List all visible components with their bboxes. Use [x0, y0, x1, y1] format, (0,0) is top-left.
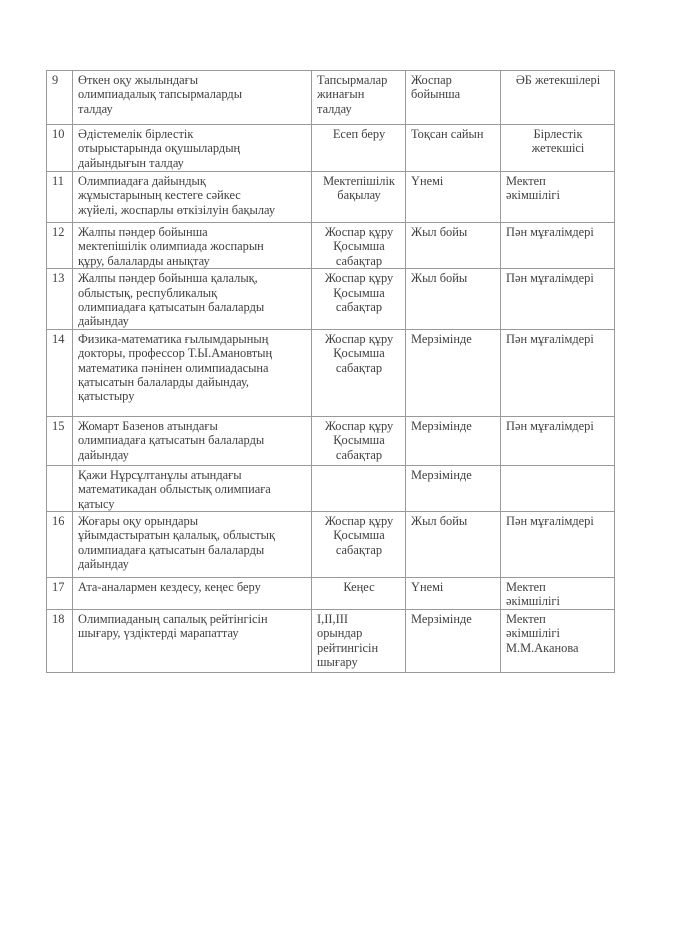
responsible-cell	[501, 465, 615, 511]
table-row	[47, 416, 615, 465]
time-cell: Жыл бойы	[406, 223, 501, 269]
table-row	[47, 465, 615, 511]
task-cell: Олимпиаданың сапалық рейтінгісін шығару, үздіктерді марапаттау	[73, 609, 312, 672]
responsible-cell: Мектеп әкімшілігі	[501, 578, 615, 610]
row-number: 11	[47, 172, 73, 223]
table-row	[47, 269, 615, 330]
table-row	[47, 172, 615, 223]
task-cell: Әдістемелік бірлестік отырыстарында оқушылардың дайындығын талдау	[73, 125, 312, 172]
task-cell: Өткен оқу жылындағы олимпиадалық тапсырмаларды талдау	[73, 71, 312, 125]
table-row	[47, 71, 615, 125]
row-number	[47, 465, 73, 511]
row-number: 13	[47, 269, 73, 330]
table-row	[47, 609, 615, 672]
time-cell: Үнемі	[406, 578, 501, 610]
task-cell: Жалпы пәндер бойынша қалалық, облыстық, республикалық олимпиадаға қатысатын балаларды дайындау	[73, 269, 312, 330]
responsible-cell: Пән мұғалімдері	[501, 329, 615, 416]
form-cell: Есеп беру	[312, 125, 406, 172]
row-number: 17	[47, 578, 73, 610]
time-cell: Жыл бойы	[406, 269, 501, 330]
row-number: 10	[47, 125, 73, 172]
form-cell: Тапсырмалар жинағын талдау	[312, 71, 406, 125]
form-cell: I,II,III орындар рейтингісін шығару	[312, 609, 406, 672]
time-cell: Тоқсан сайын	[406, 125, 501, 172]
task-cell: Олимпиадаға дайындық жұмыстарының кестеге сәйкес жүйелі, жоспарлы өткізілуін бақылау	[73, 172, 312, 223]
form-cell: Жоспар құру Қосымша сабақтар	[312, 269, 406, 330]
table-row	[47, 578, 615, 610]
olympiad-plan-table	[46, 70, 615, 673]
row-number: 16	[47, 512, 73, 578]
form-cell	[312, 465, 406, 511]
task-cell: Физика-математика ғылымдарының докторы, профессор Т.Ы.Амановтың математика пәнінен олимпиадасына қатысатын балаларды дайындау, қатыстыру	[73, 329, 312, 416]
time-cell: Мерзімінде	[406, 416, 501, 465]
time-cell: Үнемі	[406, 172, 501, 223]
task-cell: Жоғары оқу орындары ұйымдастыратын қалалық, облыстық олимпиадаға қатысатын балаларды дайындау	[73, 512, 312, 578]
time-cell: Мерзімінде	[406, 329, 501, 416]
task-cell: Жалпы пәндер бойынша мектепішілік олимпиада жоспарын құру, балаларды анықтау	[73, 223, 312, 269]
row-number: 18	[47, 609, 73, 672]
form-cell: Мектепішілік бақылау	[312, 172, 406, 223]
responsible-cell: Пән мұғалімдері	[501, 223, 615, 269]
table-row	[47, 223, 615, 269]
time-cell: Жыл бойы	[406, 512, 501, 578]
responsible-cell: Пән мұғалімдері	[501, 416, 615, 465]
form-cell: Жоспар құру Қосымша сабақтар	[312, 223, 406, 269]
form-cell: Кеңес	[312, 578, 406, 610]
responsible-cell: Бірлестік жетекшісі	[501, 125, 615, 172]
row-number: 14	[47, 329, 73, 416]
task-cell: Қажи Нұрсұлтанұлы атындағы математикадан облыстық олимпиаға қатысу	[73, 465, 312, 511]
responsible-cell: Пән мұғалімдері	[501, 512, 615, 578]
responsible-cell: Пән мұғалімдері	[501, 269, 615, 330]
time-cell: Жоспар бойынша	[406, 71, 501, 125]
row-number: 15	[47, 416, 73, 465]
responsible-cell: Мектеп әкімшілігі	[501, 172, 615, 223]
row-number: 9	[47, 71, 73, 125]
table-row	[47, 125, 615, 172]
form-cell: Жоспар құру Қосымша сабақтар	[312, 512, 406, 578]
responsible-cell: ӘБ жетекшілері	[501, 71, 615, 125]
table-row	[47, 512, 615, 578]
responsible-cell: Мектеп әкімшілігі М.М.Аканова	[501, 609, 615, 672]
time-cell: Мерзімінде	[406, 609, 501, 672]
table-row	[47, 329, 615, 416]
task-cell: Ата-аналармен кездесу, кеңес беру	[73, 578, 312, 610]
form-cell: Жоспар құру Қосымша сабақтар	[312, 416, 406, 465]
task-cell: Жомарт Базенов атындағы олимпиадаға қатысатын балаларды дайындау	[73, 416, 312, 465]
form-cell: Жоспар құру Қосымша сабақтар	[312, 329, 406, 416]
time-cell: Мерзімінде	[406, 465, 501, 511]
row-number: 12	[47, 223, 73, 269]
